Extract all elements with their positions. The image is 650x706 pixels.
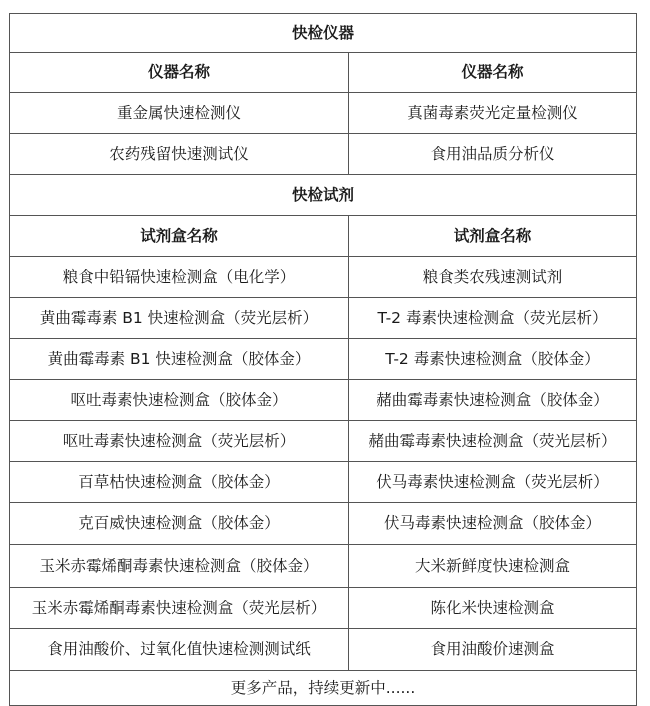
reagent-cell: 呕吐毒素快速检测盒（荧光层析） (10, 421, 349, 462)
reagent-cell: 粮食类农残速测试剂 (349, 257, 637, 298)
table-row (10, 462, 637, 503)
reagent-cell: 黄曲霉毒素 B1 快速检测盒（胶体金） (10, 339, 349, 380)
reagent-cell: 克百威快速检测盒（胶体金） (10, 503, 349, 545)
product-catalog-table (9, 13, 637, 706)
instruments-column-header-right: 仪器名称 (349, 53, 637, 93)
instrument-cell: 食用油品质分析仪 (349, 134, 637, 175)
reagent-cell: 伏马毒素快速检测盒（荧光层析） (349, 462, 637, 503)
footer-row (10, 671, 637, 706)
instruments-section-header (10, 14, 637, 53)
instrument-cell: 农药残留快速测试仪 (10, 134, 349, 175)
reagents-column-header-right: 试剂盒名称 (349, 216, 637, 257)
reagent-cell: 食用油酸价速测盒 (349, 629, 637, 671)
instrument-cell: 重金属快速检测仪 (10, 93, 349, 134)
instruments-column-header-left: 仪器名称 (10, 53, 349, 93)
instruments-title: 快检仪器 (10, 14, 637, 53)
table-row (10, 503, 637, 545)
reagent-cell: 大米新鲜度快速检测盒 (349, 545, 637, 588)
table-row (10, 257, 637, 298)
table-row (10, 588, 637, 629)
instruments-column-header-row (10, 53, 637, 93)
reagents-title: 快检试剂 (10, 175, 637, 216)
table-row (10, 421, 637, 462)
reagents-column-header-row (10, 216, 637, 257)
reagent-cell: 陈化米快速检测盒 (349, 588, 637, 629)
reagent-cell: 百草枯快速检测盒（胶体金） (10, 462, 349, 503)
table-row (10, 93, 637, 134)
reagent-cell: 食用油酸价、过氧化值快速检测测试纸 (10, 629, 349, 671)
reagent-cell: 呕吐毒素快速检测盒（胶体金） (10, 380, 349, 421)
reagent-cell: 玉米赤霉烯酮毒素快速检测盒（胶体金） (10, 545, 349, 588)
table-row (10, 339, 637, 380)
reagents-section-header (10, 175, 637, 216)
reagent-cell: 玉米赤霉烯酮毒素快速检测盒（荧光层析） (10, 588, 349, 629)
reagents-column-header-left: 试剂盒名称 (10, 216, 349, 257)
reagent-cell: 伏马毒素快速检测盒（胶体金） (349, 503, 637, 545)
footer-note: 更多产品，持续更新中...... (10, 671, 637, 706)
reagent-cell: 粮食中铅镉快速检测盒（电化学） (10, 257, 349, 298)
table-row (10, 545, 637, 588)
reagent-cell: 赭曲霉毒素快速检测盒（荧光层析） (349, 421, 637, 462)
reagent-cell: 黄曲霉毒素 B1 快速检测盒（荧光层析） (10, 298, 349, 339)
reagent-cell: T-2 毒素快速检测盒（胶体金） (349, 339, 637, 380)
reagent-cell: 赭曲霉毒素快速检测盒（胶体金） (349, 380, 637, 421)
table-row (10, 629, 637, 671)
instrument-cell: 真菌毒素荧光定量检测仪 (349, 93, 637, 134)
table-row (10, 134, 637, 175)
reagent-cell: T-2 毒素快速检测盒（荧光层析） (349, 298, 637, 339)
table-row (10, 380, 637, 421)
table-row (10, 298, 637, 339)
